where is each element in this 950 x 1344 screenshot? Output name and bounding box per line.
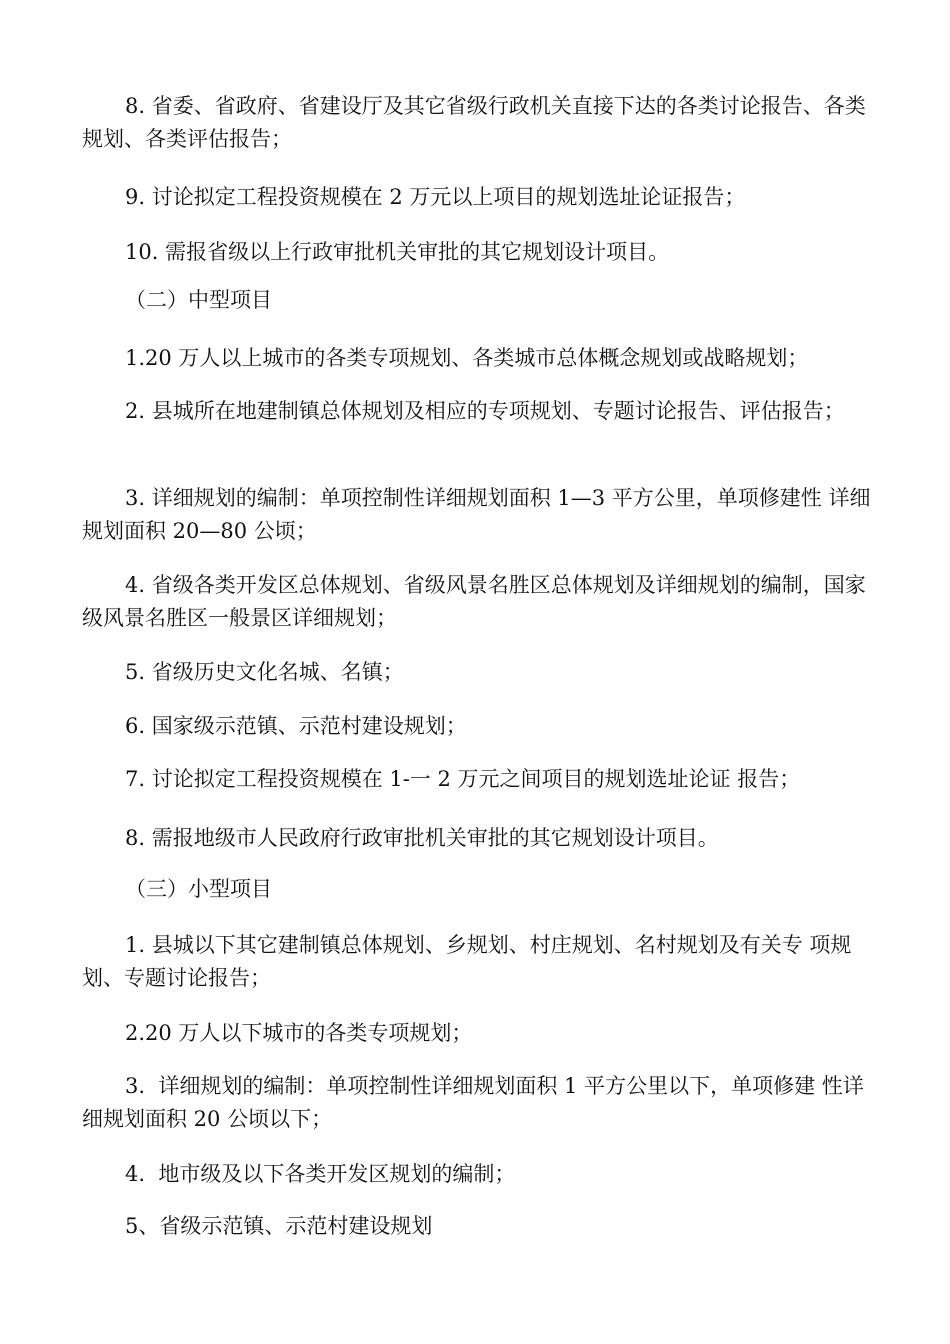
paragraph-small-item-4: 4. 地市级及以下各类开发区规划的编制； [125,1162,516,1186]
paragraph-item-9-site-selection: 9. 讨论拟定工程投资规模在 2 万元以上项目的规划选址论证报告； [125,185,746,209]
paragraph-small-item-3: 3. 详细规划的编制：单项控制性详细规划面积 1 平方公里以下，单项修建 性详细规划面积 20 公顷以下； [82,1074,864,1131]
paragraph-medium-item-5: 5. 省级历史文化名城、名镇； [125,660,404,684]
paragraph-small-item-1: 1. 县城以下其它建制镇总体规划、乡规划、村庄规划、名村规划及有关专 项规划、专题讨论报告； [82,933,852,990]
section-heading-small-projects: （三）小型项目 [125,877,272,901]
paragraph-medium-item-6: 6. 国家级示范镇、示范村建设规划； [125,714,467,738]
paragraph-medium-item-4: 4. 省级各类开发区总体规划、省级风景名胜区总体规划及详细规划的编制，国家级风景名胜区一般景区详细规划； [82,573,866,630]
paragraph-item-8-provincial: 8. 省委、省政府、省建设厅及其它省级行政机关直接下达的各类讨论报告、各类规划、各类评估报告； [82,94,866,151]
paragraph-medium-item-1: 1.20 万人以上城市的各类专项规划、各类城市总体概念规划或战略规划； [125,346,809,370]
paragraph-medium-item-7: 7. 讨论拟定工程投资规模在 1-一 2 万元之间项目的规划选址论证 报告； [125,767,801,791]
paragraph-medium-item-2: 2. 县城所在地建制镇总体规划及相应的专项规划、专题讨论报告、评估报告； [125,399,845,423]
paragraph-medium-item-8: 8. 需报地级市人民政府行政审批机关审批的其它规划设计项目。 [125,826,719,850]
section-heading-medium-projects: （二）中型项目 [125,288,272,312]
paragraph-small-item-2: 2.20 万人以下城市的各类专项规划； [125,1021,473,1045]
paragraph-item-10-other-projects: 10. 需报省级以上行政审批机关审批的其它规划设计项目。 [125,240,670,264]
paragraph-medium-item-3: 3. 详细规划的编制：单项控制性详细规划面积 1—3 平方公里，单项修建性 详细规划面积 20—80 公顷； [82,486,871,543]
paragraph-small-item-5: 5、省级示范镇、示范村建设规划 [125,1214,433,1238]
